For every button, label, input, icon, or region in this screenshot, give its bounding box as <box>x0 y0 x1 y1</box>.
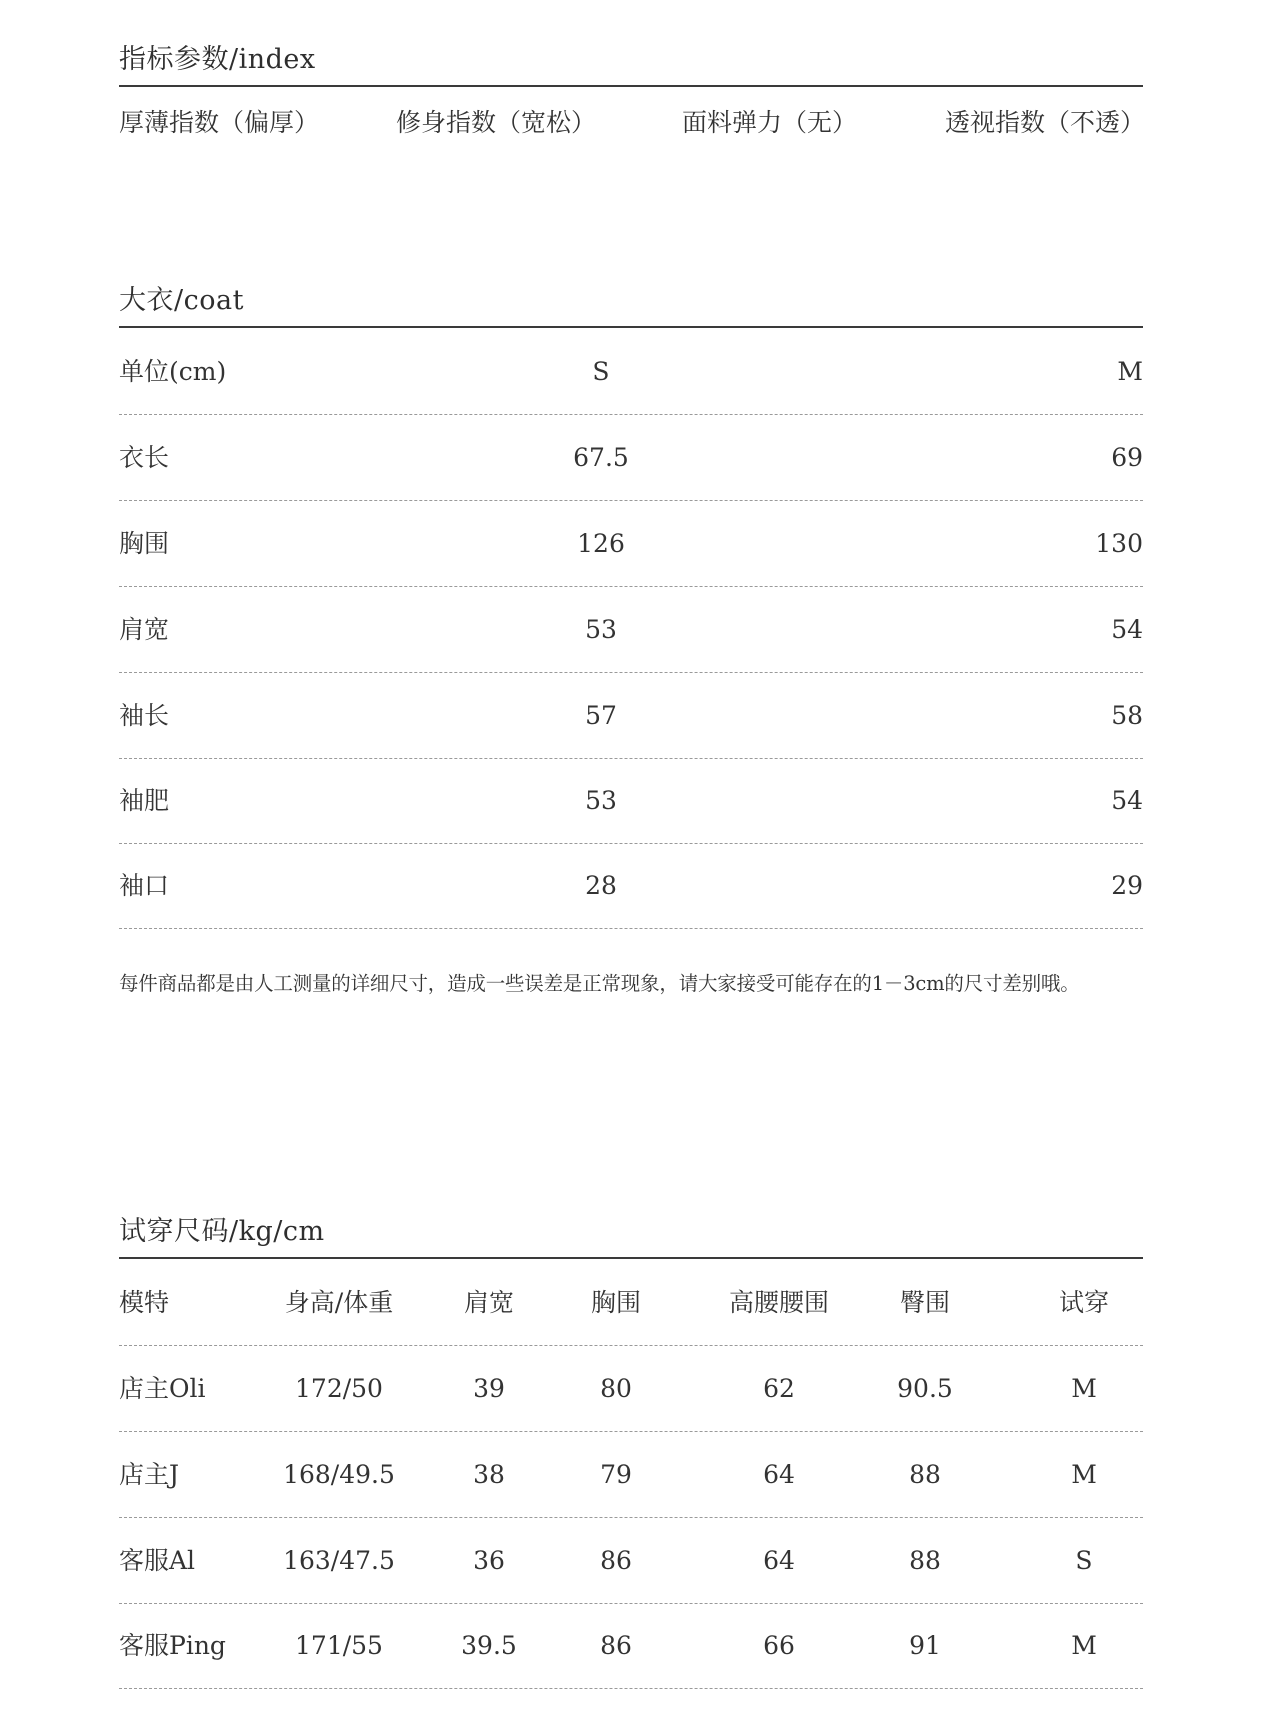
size-s-value: 28 <box>585 871 617 900</box>
table-row <box>119 673 1143 759</box>
tried-size-header: 试穿 <box>1058 1288 1109 1317</box>
table-row <box>119 1518 1143 1604</box>
waist-header: 高腰腰围 <box>728 1288 829 1317</box>
shoulder-value: 36 <box>473 1546 505 1575</box>
model-name: 客服Ping <box>119 1631 226 1660</box>
height-weight-value: 172/50 <box>295 1374 383 1403</box>
hip-value: 88 <box>909 1460 941 1489</box>
shoulder-header: 肩宽 <box>463 1288 514 1317</box>
size-s-value: 53 <box>585 786 617 815</box>
size-s-value: 53 <box>585 615 617 644</box>
table-row <box>119 501 1143 587</box>
size-m-value: 54 <box>1111 615 1143 644</box>
coat-section-title: 大衣/coat <box>119 282 1143 328</box>
size-m-header: M <box>1117 357 1143 386</box>
tried-size-value: M <box>1071 1460 1097 1489</box>
shoulder-value: 39 <box>473 1374 505 1403</box>
row-label: 袖长 <box>119 701 170 730</box>
table-row <box>119 758 1143 844</box>
waist-value: 66 <box>763 1631 795 1660</box>
table-row <box>119 843 1143 929</box>
waist-value: 64 <box>763 1546 795 1575</box>
size-m-value: 58 <box>1111 701 1143 730</box>
size-m-value: 69 <box>1111 443 1143 472</box>
tried-size-value: S <box>1075 1546 1093 1575</box>
fit-section-title: 试穿尺码/kg/cm <box>119 1213 1143 1259</box>
table-row <box>119 1346 1143 1432</box>
table-row <box>119 1603 1143 1689</box>
size-s-value: 67.5 <box>573 443 629 472</box>
chest-value: 86 <box>600 1631 632 1660</box>
model-name: 店主Oli <box>119 1374 206 1403</box>
chest-value: 79 <box>600 1460 632 1489</box>
tried-size-value: M <box>1071 1631 1097 1660</box>
tried-size-value: M <box>1071 1374 1097 1403</box>
hip-value: 91 <box>909 1631 941 1660</box>
table-row <box>119 1432 1143 1518</box>
hip-header: 臀围 <box>899 1288 950 1317</box>
row-label: 袖口 <box>119 871 170 900</box>
fit-index: 修身指数（宽松） <box>396 108 597 137</box>
waist-value: 62 <box>763 1374 795 1403</box>
size-m-value: 130 <box>1095 529 1143 558</box>
thickness-index: 厚薄指数（偏厚） <box>119 108 320 137</box>
index-section-title: 指标参数/index <box>119 41 1143 87</box>
height-weight-header: 身高/体重 <box>284 1288 394 1317</box>
size-m-value: 29 <box>1111 871 1143 900</box>
waist-value: 64 <box>763 1460 795 1489</box>
shoulder-value: 39.5 <box>461 1631 517 1660</box>
table-row <box>119 415 1143 501</box>
coat-header-row <box>119 329 1143 415</box>
model-header: 模特 <box>119 1288 170 1317</box>
height-weight-value: 171/55 <box>295 1631 383 1660</box>
chest-header: 胸围 <box>590 1288 641 1317</box>
size-m-value: 54 <box>1111 786 1143 815</box>
elasticity-index: 面料弹力（无） <box>682 108 858 137</box>
chest-value: 86 <box>600 1546 632 1575</box>
chest-value: 80 <box>600 1374 632 1403</box>
hip-value: 90.5 <box>897 1374 953 1403</box>
hip-value: 88 <box>909 1546 941 1575</box>
row-label: 衣长 <box>119 443 170 472</box>
unit-header: 单位(cm) <box>119 357 227 386</box>
row-label: 胸围 <box>119 529 170 558</box>
row-label: 肩宽 <box>119 615 170 644</box>
index-parameters <box>119 103 1146 143</box>
height-weight-value: 168/49.5 <box>283 1460 395 1489</box>
fit-header-row <box>119 1260 1143 1346</box>
measurement-note: 每件商品都是由人工测量的详细尺寸，造成一些误差是正常现象，请大家接受可能存在的1－3cm的尺寸差别哦。 <box>119 972 1080 995</box>
size-s-value: 57 <box>585 701 617 730</box>
size-s-value: 126 <box>577 529 625 558</box>
table-row <box>119 587 1143 673</box>
row-label: 袖肥 <box>119 786 170 815</box>
model-name: 店主J <box>119 1460 180 1489</box>
model-name: 客服Al <box>119 1546 196 1575</box>
height-weight-value: 163/47.5 <box>283 1546 395 1575</box>
transparency-index: 透视指数（不透） <box>945 108 1146 137</box>
shoulder-value: 38 <box>473 1460 505 1489</box>
size-s-header: S <box>592 357 610 386</box>
